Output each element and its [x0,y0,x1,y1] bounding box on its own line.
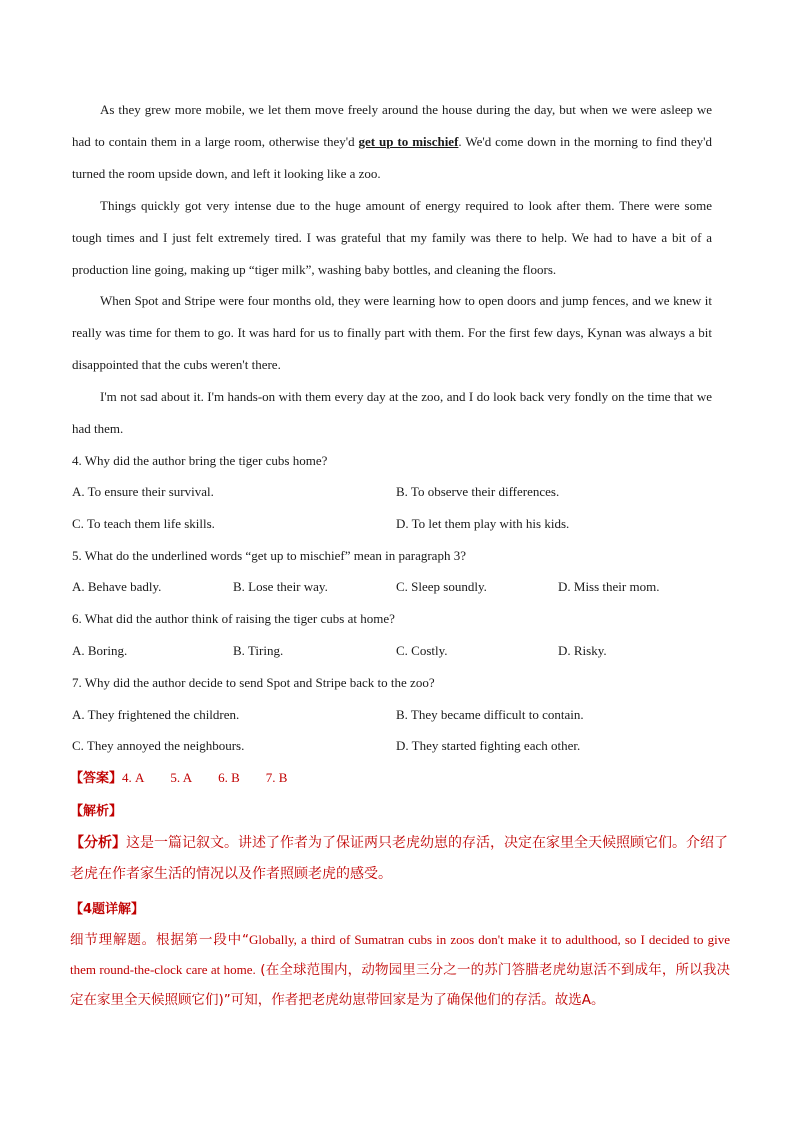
summary-tag: 【分析】 [70,835,126,851]
question-7-stem: 7. Why did the author decide to send Spot and Stripe back to the zoo? [72,675,435,690]
passage-paragraph-1 [72,94,712,189]
answer-line [70,768,287,788]
answer-4: 4. A [122,770,145,785]
question-5-option-d: D. Miss their mom. [558,579,660,594]
answer-6: 6. B [218,770,240,785]
question-5-option-c: C. Sleep soundly. [396,579,487,594]
p1-text-after: . We'd come down in the morning to find they'd turned the room upside down, and left it looking like a zoo. [72,133,712,181]
p1-text-before: As they grew more mobile, we let them move freely around the house during the day, but when we were asleep we had to contain them in a large room, otherwise they'd [72,102,712,149]
summary-text: 这是一篇记叙文。讲述了作者为了保证两只老虎幼崽的存活，决定在家里全天候照顾它们。介绍了老虎在作者家生活的情况以及作者照顾老虎的感受。 [70,835,728,882]
question-4-option-c: C. To teach them life skills. [72,516,215,531]
question-5-stem: 5. What do the underlined words “get up to mischief” mean in paragraph 3? [72,548,466,563]
passage-paragraph-4: I'm not sad about it. I'm hands-on with them every day at the zoo, and I do look back very fondly on the time that we had them. [72,389,712,436]
answer-5: 5. A [170,770,193,785]
q4-text-2: ”可知，作者把老虎幼崽带回家是为了确保他们的存活。故选A。 [223,992,605,1008]
question-6-stem: 6. What did the author think of raising the tiger cubs at home? [72,611,395,626]
q4-detail-heading: 【4题详解】 [70,902,145,917]
q4-quote-en: Globally, a third of Sumatran cubs in zoos don't make it to adulthood, so I decided to give them round-the-clock care at home. [70,932,731,977]
q4-text-1: 细节理解题。根据第一段中“ [70,932,249,948]
answer-7: 7. B [265,770,288,785]
question-5-option-b: B. Lose their way. [233,579,328,594]
question-6-option-c: C. Costly. [396,643,448,658]
question-7-option-a: A. They frightened the children. [72,707,240,722]
analysis-heading: 【解析】 [70,804,123,819]
question-7-option-c: C. They annoyed the neighbours. [72,738,245,753]
question-4-option-a: A. To ensure their survival. [72,484,214,499]
passage-paragraph-3: When Spot and Stripe were four months old, they were learning how to open doors and jump fences, and we knew it really was time for them to go. It was hard for us to finally part with them. For the first few days, Kynan was always a bit disappointed that the cubs weren't there. [72,293,712,372]
q4-quote-cn: (在全球范围内，动物园里三分之一的苏门答腊老虎幼崽活不到成年，所以我决定在家里全天候照顾它们) [70,962,730,1008]
question-6-option-b: B. Tiring. [233,643,284,658]
question-4-option-d: D. To let them play with his kids. [396,516,570,531]
question-5-option-a: A. Behave badly. [72,579,162,594]
answer-label: 【答案】 [70,771,123,786]
analysis-summary [70,828,730,889]
question-6-option-a: A. Boring. [72,643,128,658]
underlined-phrase: get up to mischief [358,133,459,149]
question-6-option-d: D. Risky. [558,643,607,658]
question-7-option-d: D. They started fighting each other. [396,738,581,753]
passage-paragraph-2: Things quickly got very intense due to the huge amount of energy required to look after them. There were some tough times and I just felt extremely tired. I was grateful that my family was there to help. We had to have a bit of a production line going, making up “tiger milk”, washing baby bottles, and cleaning the floors. [72,198,712,277]
q4-detail-text [70,925,730,1015]
question-4-option-b: B. To observe their differences. [396,484,560,499]
question-7-option-b: B. They became difficult to contain. [396,707,584,722]
question-4-stem: 4. Why did the author bring the tiger cubs home? [72,453,328,468]
